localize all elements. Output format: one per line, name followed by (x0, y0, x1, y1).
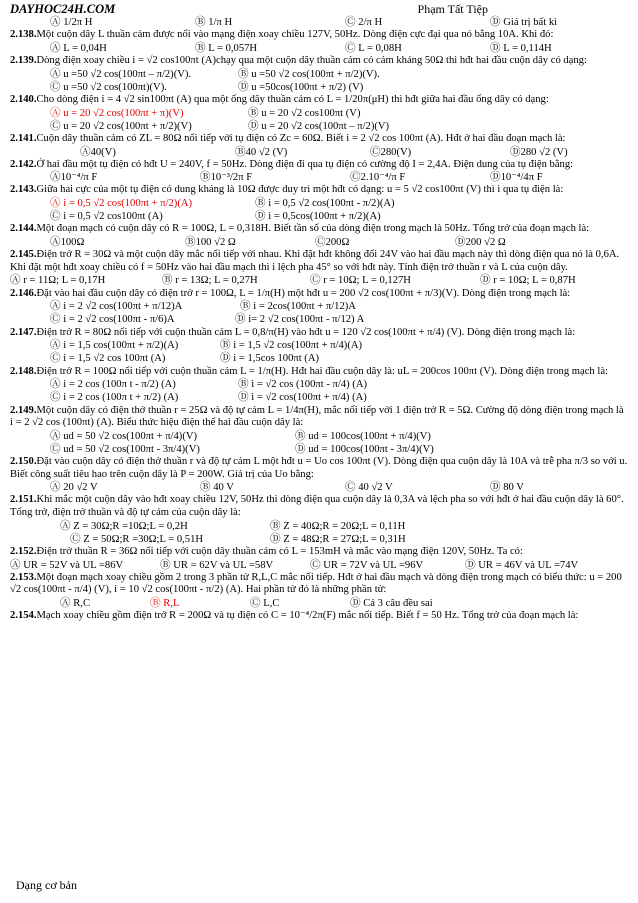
answer-option[interactable]: Ⓑ Z = 40Ω;R = 20Ω;L = 0,11H (270, 520, 406, 532)
answer-option[interactable]: Ⓑ ud = 100cos(100πt + π/4)(V) (295, 430, 431, 442)
question-number: 2.144. (10, 223, 37, 235)
answer-option[interactable]: Ⓓ i= 2 √2 cos(100πt - π/12) A (235, 314, 365, 326)
answer-option[interactable]: Ⓓ Cả 3 câu đều sai (350, 597, 433, 609)
question-text: Một cuộn dây L thuần cảm được nối vào mạng điện xoay chiều 127V, 50Hz. Dòng điện cực đại qua nó bằng 10A. Khi đó: (36, 29, 554, 41)
option-row (10, 352, 628, 365)
answer-option[interactable]: Ⓐ ud = 50 √2 cos(100πt + π/4)(V) (50, 430, 198, 442)
option-row (10, 236, 628, 249)
question-text: Đặt vào cuộn dây có điện thở thuần r và độ tự cảm L một hđt u = Uo cos 100πt (V). Dòng điện qua cuộn dây là 10A và trễ pha π/3 so với u. Biết công suất tiêu hao trên cuộn dây là P = 200W. Giá trị của Uo bằng: (10, 456, 628, 480)
answer-option[interactable]: Ⓒ u = 20 √2 cos(100πt + π/2)(V) (50, 120, 192, 132)
option-row (10, 443, 628, 456)
question-q154 (10, 610, 628, 623)
question-q139 (10, 55, 628, 94)
question-text: Giữa hai cực của một tụ điện có dung kháng là 10Ω được duy trì một hđt có dạng: u = 5 √2 cos100πt (V) thì i qua tụ điện là: (36, 184, 564, 196)
question-q146 (10, 288, 628, 327)
answer-option[interactable]: Ⓓ i = 0,5cos(100πt + π/2)(A) (255, 211, 381, 223)
question-q141 (10, 133, 628, 159)
answer-option[interactable]: Ⓒ2.10⁻⁴/π F (350, 172, 406, 184)
question-stem (10, 456, 628, 481)
question-number: 2.147. (10, 326, 37, 338)
option-row (10, 378, 628, 391)
answer-option[interactable]: Ⓑ i = 1,5 √2 cos(100πt + π/4)(A) (220, 340, 363, 352)
question-number: 2.150. (10, 456, 37, 468)
question-text: Đặt vào hai đầu cuộn dây có điện trở r = 100Ω, L = 1/π(H) một hđt u = 200 √2 cos(100πt + π/3)(V). Dòng điện trong mạch là: (36, 287, 571, 299)
answer-option[interactable]: Ⓒ200Ω (315, 237, 350, 249)
question-text: Một đoạn mạch xoay chiều gồm 2 trong 3 phần tử R,L,C mắc nối tiếp. Hđt ở hai đầu mạch và dòng điện trong mạch có biểu thức: u = 200 √2 cos(100πt - π/4) (V), i = 10 √2 cos(100πt - π/2) (A). Hai phần tử đó là những phần tử: (10, 571, 622, 596)
answer-option[interactable]: Ⓓ u = 20 √2 cos(100πt – π/2)(V) (248, 120, 390, 132)
site-name: DAYHOC24H.COM (10, 2, 116, 16)
answer-option[interactable]: Ⓒ UR = 72V và UL =96V (310, 559, 424, 571)
answer-option[interactable]: Ⓐ R,C (60, 597, 91, 609)
question-q150 (10, 456, 628, 494)
question-number: 2.153. (10, 571, 37, 583)
question-text: Điện trở R = 80Ω nối tiếp với cuộn thuần cảm L = 0,8/π(H) vào hđt u = 120 √2 cos(100πt + π/4) (V). Dòng điện trong mạch là: (36, 326, 576, 338)
answer-option[interactable]: Ⓒ i = 0,5 √2 cos100πt (A) (50, 211, 163, 223)
question-text: Mạch xoay chiều gồm điện trở R = 200Ω và tụ điện có C = 10⁻⁴/2π(F) mắc nối tiếp. Biết f = 50 Hz. Tổng trở của đoạn mạch là: (36, 610, 579, 622)
question-stem (10, 94, 628, 107)
question-number: 2.151. (10, 494, 37, 506)
answer-option[interactable]: Ⓓ200 √2 Ω (455, 237, 506, 249)
answer-option[interactable]: Ⓐ100Ω (50, 237, 85, 249)
option-row (10, 120, 628, 133)
answer-option[interactable]: Ⓓ Z = 48Ω;R = 27Ω;L = 0,31H (270, 533, 406, 545)
option-row (10, 210, 628, 223)
option-row (10, 533, 628, 546)
answer-option[interactable]: Ⓑ40 √2 (V) (235, 146, 288, 158)
answer-option[interactable]: Ⓑ i = 0,5 √2 cos(100πt - π/2)(A) (255, 198, 395, 210)
question-q145 (10, 249, 628, 287)
question-stem (10, 494, 628, 519)
option-row (10, 391, 628, 404)
question-text: Một cuộn dây có điện thở thuần r = 25Ω và độ tự cảm L = 1/4π(H), mắc nối tiếp với 1 điện trở R = 5Ω. Cường độ dòng điện trong mạch là i = 2 √2 cos (100πt) (A). Biểu thức hiệu điện thế hai đầu cuộn dây là: (10, 404, 624, 429)
answer-option[interactable]: Ⓑ i = 2cos(100πt + π/12)A (240, 301, 356, 313)
answer-option[interactable]: Ⓓ10⁻⁴/4π F (490, 172, 543, 184)
option-row (10, 42, 628, 55)
question-text: Điện trở R = 100Ω nối tiếp với cuộn thuần cảm L = 1/π(H). Hđt hai đầu cuộn dây là: uL = 200cos 100πt (V). Dòng điện trong mạch là: (36, 365, 608, 377)
question-stem (10, 327, 628, 340)
question-stem (10, 159, 628, 172)
option-row (10, 430, 628, 443)
question-number: 2.152. (10, 546, 37, 557)
option-row (10, 300, 628, 313)
option-row (10, 68, 628, 81)
answer-option[interactable]: Ⓒ 40 √2 V (345, 482, 393, 494)
answer-option[interactable]: Ⓐ u =50 √2 cos(100πt – π/2)(V). (50, 68, 192, 80)
answer-option[interactable]: Ⓑ u =50 √2 cos(100πt + π/2)(V). (238, 68, 380, 80)
question-q148 (10, 366, 628, 405)
answer-option[interactable]: Ⓐ i = 2 cos (100π t - π/2) (A) (50, 379, 176, 391)
answer-option[interactable]: Ⓒ i = 1,5 √2 cos 100πt (A) (50, 353, 166, 365)
answer-option[interactable]: Ⓒ i = 2 cos (100π t + π/2) (A) (50, 392, 179, 404)
answer-option[interactable]: Ⓑ100 √2 Ω (185, 237, 236, 249)
question-q140 (10, 94, 628, 133)
question-text: Khi mắc một cuộn dây vào hđt xoay chiều 12V, 50Hz thì dòng điện qua cuộn dây là 0,3A và lệch pha so với hđt ở hai đầu cuộn dây là 60°. Tổng trở, điện trở thuần và độ tự cảm của cuộn dây là: (10, 494, 624, 519)
answer-option[interactable]: Ⓑ r = 13Ω; L = 0,27H (162, 275, 258, 287)
answer-option[interactable]: Ⓐ UR = 52V và UL =86V (10, 559, 124, 571)
question-text: Cuộn dây thuần cảm có ZL = 80Ω nối tiếp với tụ điện có Zc = 60Ω. Biết i = 2 √2 cos 100πt (A). Hđt ở hai đầu đoạn mạch là: (36, 132, 566, 144)
option-row (10, 520, 628, 533)
question-number: 2.142. (10, 158, 37, 170)
author-name: Phạm Tất Tiệp (417, 2, 488, 16)
question-q142 (10, 159, 628, 185)
question-number: 2.143. (10, 184, 37, 196)
question-number: 2.148. (10, 365, 37, 377)
answer-option[interactable]: Ⓐ40(V) (80, 146, 116, 158)
question-q137 (10, 16, 628, 29)
answer-option[interactable]: Ⓐ i = 2 √2 cos(100πt + π/12)A (50, 301, 183, 313)
answer-option[interactable]: Ⓑ 40 V (200, 482, 234, 494)
answer-option[interactable]: Ⓑ UR = 62V và UL =58V (160, 559, 274, 571)
answer-option[interactable]: Ⓐ10⁻⁴/π F (50, 172, 98, 184)
answer-option[interactable]: Ⓑ i = √2 cos (100πt - π/4) (A) (238, 379, 367, 391)
question-q144 (10, 223, 628, 249)
answer-option[interactable]: Ⓓ UR = 46V và UL =74V (465, 559, 579, 571)
question-q149 (10, 405, 628, 457)
question-text: Điện trở thuần R = 36Ω nối tiếp với cuộn dây thuần cảm có L = 153mH và mắc vào mạng điện 120V, 50Hz. Ta có: (36, 546, 523, 557)
question-stem (10, 572, 628, 597)
question-number: 2.139. (10, 54, 37, 66)
question-stem (10, 366, 628, 379)
section-footer: Dạng cơ bản (16, 878, 77, 892)
answer-option[interactable]: Ⓑ R,L (150, 597, 180, 609)
answer-option[interactable]: Ⓐ 1/2π H (50, 17, 93, 28)
answer-option[interactable]: Ⓒ r = 10Ω; L = 0,127H (310, 275, 411, 287)
answer-option[interactable]: Ⓓ Giá trị bất kì (490, 17, 558, 28)
option-row (10, 559, 628, 572)
answer-option[interactable]: Ⓓ L = 0,114H (490, 42, 552, 54)
answer-option[interactable]: Ⓑ10⁻³/2π F (200, 172, 253, 184)
question-number: 2.140. (10, 93, 37, 105)
question-stem (10, 184, 628, 197)
answer-option[interactable]: Ⓓ280 √2 (V) (510, 146, 568, 158)
answer-option[interactable]: Ⓐ u = 20 √2 cos(100πt + π)(V) (50, 107, 184, 119)
question-stem (10, 546, 628, 559)
answer-option[interactable]: Ⓒ Z = 50Ω;R =30Ω;L = 0,51H (70, 533, 204, 545)
question-text: Điện trở R = 30Ω và một cuộn dây mắc nối tiếp với nhau. Khi đặt hđt không đổi 24V vào hai đầu mạch này thì dòng điện qua nó là 0,6A. Khi đặt một hđt xoay chiều có f = 50Hz vào hai đầu mạch thì i lệch pha 45° so với hđt này. Tính điện trở thuần r và L của cuộn dây. (10, 249, 620, 273)
option-row (10, 481, 628, 494)
answer-option[interactable]: Ⓐ r = 11Ω; L = 0,17H (10, 275, 106, 287)
answer-option[interactable]: Ⓓ ud = 100cos(100πt - 3π/4)(V) (295, 443, 434, 455)
answer-option[interactable]: Ⓒ u =50 √2 cos(100πt)(V). (50, 81, 167, 93)
answer-option[interactable]: Ⓐ 20 √2 V (50, 482, 98, 494)
option-row (10, 16, 628, 29)
answer-option[interactable]: Ⓓ i = √2 cos(100πt + π/4) (A) (238, 392, 367, 404)
question-list (10, 16, 628, 623)
answer-option[interactable]: Ⓒ ud = 50 √2 cos(100πt - 3π/4)(V) (50, 443, 200, 455)
question-stem (10, 133, 628, 146)
question-q153 (10, 572, 628, 610)
option-row (10, 597, 628, 610)
answer-option[interactable]: Ⓒ L,C (250, 597, 280, 609)
option-row (10, 81, 628, 94)
question-number: 2.149. (10, 404, 37, 416)
answer-option[interactable]: Ⓐ i = 1,5 cos(100πt + π/2)(A) (50, 340, 179, 352)
answer-option[interactable]: Ⓑ L = 0,057H (195, 42, 258, 54)
answer-option[interactable]: Ⓓ r = 10Ω; L = 0,87H (480, 275, 576, 287)
option-row (10, 313, 628, 326)
question-number: 2.154. (10, 610, 37, 622)
answer-option[interactable]: Ⓓ i = 1,5cos 100πt (A) (220, 353, 320, 365)
option-row (10, 107, 628, 120)
question-text: Dòng điện xoay chiều i = √2 cos100πt (A)chạy qua một cuộn dây thuần cảm có cảm kháng 50Ω thì hđt hai đầu cuộn dây có dạng: (36, 54, 587, 66)
question-number: 2.138. (10, 29, 37, 41)
answer-option[interactable]: Ⓐ L = 0,04H (50, 42, 107, 54)
answer-option[interactable]: Ⓑ u = 20 √2 cos100πt (V) (248, 107, 361, 119)
option-row (10, 171, 628, 184)
question-number: 2.145. (10, 249, 37, 261)
answer-option[interactable]: Ⓓ u =50cos(100πt + π/2) (V) (238, 81, 364, 93)
question-text: Ở hai đầu một tụ điện có hđt U = 240V, f = 50Hz. Dòng điện đi qua tụ điện có cường độ I = 2,4A. Điện dung của tụ điện bằng: (36, 158, 574, 170)
answer-option[interactable]: Ⓒ i = 2 √2 cos(100πt - π/6)A (50, 314, 175, 326)
question-stem (10, 288, 628, 301)
question-stem (10, 610, 628, 623)
question-number: 2.146. (10, 287, 37, 299)
answer-option[interactable]: Ⓐ i = 0,5 √2 cos(100πt + π/2)(A) (50, 198, 193, 210)
question-stem (10, 29, 628, 42)
answer-option[interactable]: Ⓒ L = 0,08H (345, 42, 402, 54)
answer-option[interactable]: Ⓒ280(V) (370, 146, 412, 158)
option-row (10, 197, 628, 210)
question-text: Cho dòng điện i = 4 √2 sin100πt (A) qua một ống dây thuần cảm có L = 1/20π(μH) thì hđt giữa hai đầu ống dây có dạng: (36, 93, 549, 105)
question-stem (10, 249, 628, 274)
question-number: 2.141. (10, 132, 37, 144)
question-q143 (10, 184, 628, 223)
answer-option[interactable]: Ⓑ 1/π H (195, 17, 233, 28)
question-stem (10, 405, 628, 430)
question-stem (10, 55, 628, 68)
question-q147 (10, 327, 628, 366)
answer-option[interactable]: Ⓓ 80 V (490, 482, 524, 494)
question-q152 (10, 546, 628, 572)
question-q151 (10, 494, 628, 546)
question-stem (10, 223, 628, 236)
option-row (10, 146, 628, 159)
answer-option[interactable]: Ⓒ 2/π H (345, 17, 383, 28)
option-row (10, 274, 628, 287)
question-q138 (10, 29, 628, 55)
option-row (10, 339, 628, 352)
question-text: Một đoạn mạch có cuộn dây có R = 100Ω, L = 0,318H. Biết tần số của dòng điện trong mạch là 50Hz. Tổng trở của đoạn mạch là: (36, 223, 590, 235)
answer-option[interactable]: Ⓐ Z = 30Ω;R =10Ω;L = 0,2H (60, 520, 188, 532)
